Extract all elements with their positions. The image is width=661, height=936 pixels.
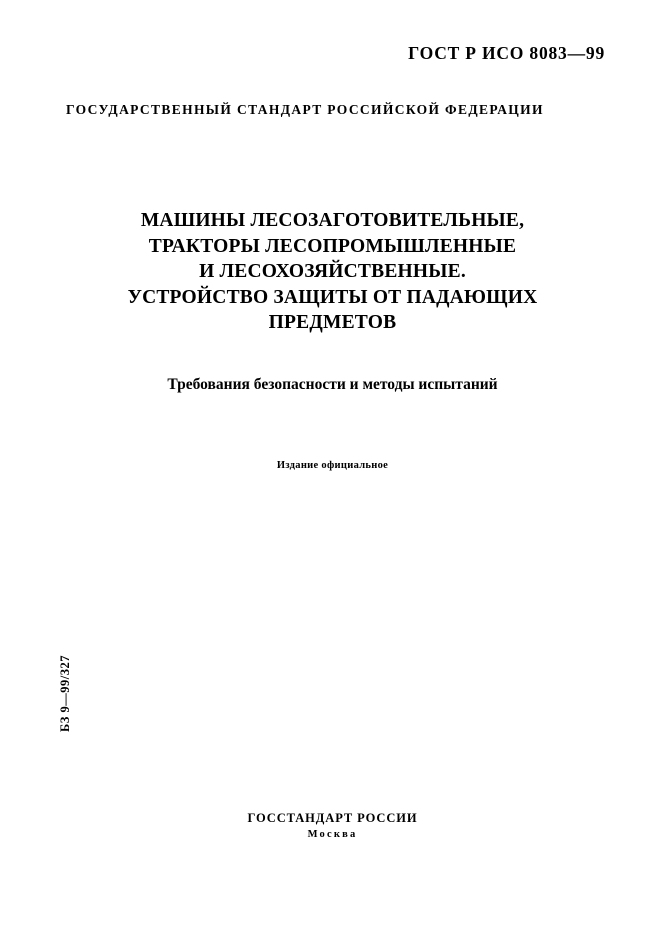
title-line: МАШИНЫ ЛЕСОЗАГОТОВИТЕЛЬНЫЕ, — [140, 210, 525, 231]
state-standard-heading: ГОСУДАРСТВЕННЫЙ СТАНДАРТ РОССИЙСКОЙ ФЕДЕРАЦИИ — [66, 102, 544, 117]
title-line: ПРЕДМЕТОВ — [268, 312, 397, 333]
publisher-name: ГОССТАНДАРТ РОССИИ — [247, 811, 418, 825]
publisher-block — [80, 811, 585, 840]
document-subtitle: Требования безопасности и методы испытаний — [167, 376, 498, 393]
official-edition-note: Издание официальное — [276, 460, 389, 471]
title-line: И ЛЕСОХОЗЯЙСТВЕННЫЕ. — [199, 261, 466, 282]
document-number: ГОСТ Р ИСО 8083—99 — [408, 43, 605, 63]
publisher-city: Москва — [307, 829, 358, 840]
side-registration-code: БЗ 9—99/327 — [58, 655, 72, 732]
document-title — [80, 208, 585, 336]
title-line: УСТРОЙСТВО ЗАЩИТЫ ОТ ПАДАЮЩИХ — [127, 286, 538, 308]
title-line: ТРАКТОРЫ ЛЕСОПРОМЫШЛЕННЫЕ — [148, 235, 517, 257]
